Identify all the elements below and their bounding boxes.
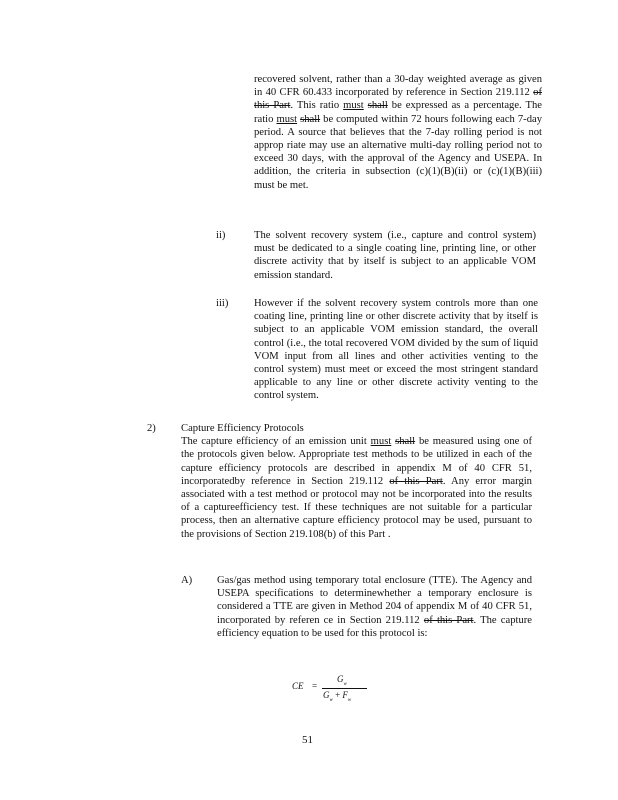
text-run: . The capture efficiency equation to be used for this protocol is: xyxy=(217,614,532,639)
equals-sign: = xyxy=(312,681,318,691)
text-run: However if the solvent recovery system controls more than one coating line, printing line or other discrete activity that by itself is subject to an applicable VOM emission standard, the overall control (i.e., the total recovered VOM divided by the sum of liquid VOM input from all lines and other activities venting to the control system) must meet or exceed the most stringent standard applicable to any line or other discrete activity venting to the control system. xyxy=(254,298,538,402)
text-run: . This ratio xyxy=(290,100,340,112)
struck-text: of this Part xyxy=(389,475,443,487)
struck-text: shall xyxy=(300,113,321,125)
text-run: be expressed as a percentage. The ratio xyxy=(254,100,542,125)
text-run: Gas/gas method using temporary total enclosure (TTE). The Agency and USEPA specifications to determinewhether a temporary enclosure is considered a TTE are given in Method 204 of appendix M of 40 CFR 51, incorporated by referen ce in Section 219.112 xyxy=(217,575,532,626)
item-iii-text xyxy=(254,297,538,403)
text-run: . Any error margin associated with a test method or protocol may not be incorporated into the results of a captureefficiency test. If these techniques are not suitable for a particular process, then an alternative capture efficiency protocol may be used, pursuant to the provisions of Section 219.108(b) of this Part . xyxy=(181,475,532,540)
denominator-subscript-1: w xyxy=(329,697,333,703)
struck-text: shall xyxy=(367,100,388,112)
numerator-symbol: G xyxy=(337,674,344,684)
continued-paragraph xyxy=(254,73,542,192)
equation-lhs: CE xyxy=(292,681,304,691)
text-run: recovered solvent, rather than a 30-day weighted average as given in 40 CFR 60.433 incorporated by reference in Section 219.112 xyxy=(254,74,542,99)
struck-text: of this Part xyxy=(254,87,542,112)
page-number: 51 xyxy=(302,734,313,746)
struck-text: of this Part xyxy=(423,614,474,626)
fraction-bar xyxy=(322,688,367,689)
text-run: be computed within 72 hours following each 7-day period. A source that believes that the 7-day rolling period is not approp riate may use an alternative multi-day rolling period not to exceed 30 days, with the approval of the Agency and USEPA. In addition, the criteria in subsection (c)(1)(B)(ii) or (c)(1)(B)(iii) must be met. xyxy=(254,113,542,191)
text-run: The capture efficiency of an emission unit xyxy=(181,436,367,448)
denominator-subscript-2: w xyxy=(347,697,352,703)
section-2-text xyxy=(181,422,532,541)
item-A-text xyxy=(217,574,532,640)
struck-text: shall xyxy=(395,436,416,448)
item-marker-ii: ii) xyxy=(216,230,226,241)
item-marker-iii: iii) xyxy=(216,298,229,309)
inserted-text: must xyxy=(276,113,298,125)
denominator xyxy=(323,690,351,703)
inserted-text: must xyxy=(370,436,392,448)
inserted-text: must xyxy=(343,100,364,112)
section-heading: Capture Efficiency Protocols xyxy=(181,423,304,434)
numerator xyxy=(337,674,347,687)
denominator-term-1: G xyxy=(323,690,330,700)
item-marker-A: A) xyxy=(181,575,193,586)
denominator-term-2: F xyxy=(342,690,348,700)
item-ii-text xyxy=(254,229,536,282)
text-run: The solvent recovery system (i.e., capture and control system) must be dedicated to a single coating line, printing line, or other discrete activity that by itself is subject to an applicable VOM emission standard. xyxy=(254,230,536,281)
numerator-subscript: w xyxy=(343,681,347,687)
plus-sign: + xyxy=(335,690,341,700)
text-run: be measured using one of the protocols given below. Appropriate test methods to be utilized in each of the capture efficiency protocols are described in appendix M of 40 CFR 51, incorporatedby reference in Section 219.112 xyxy=(181,436,532,487)
section-marker-2: 2) xyxy=(147,423,156,434)
